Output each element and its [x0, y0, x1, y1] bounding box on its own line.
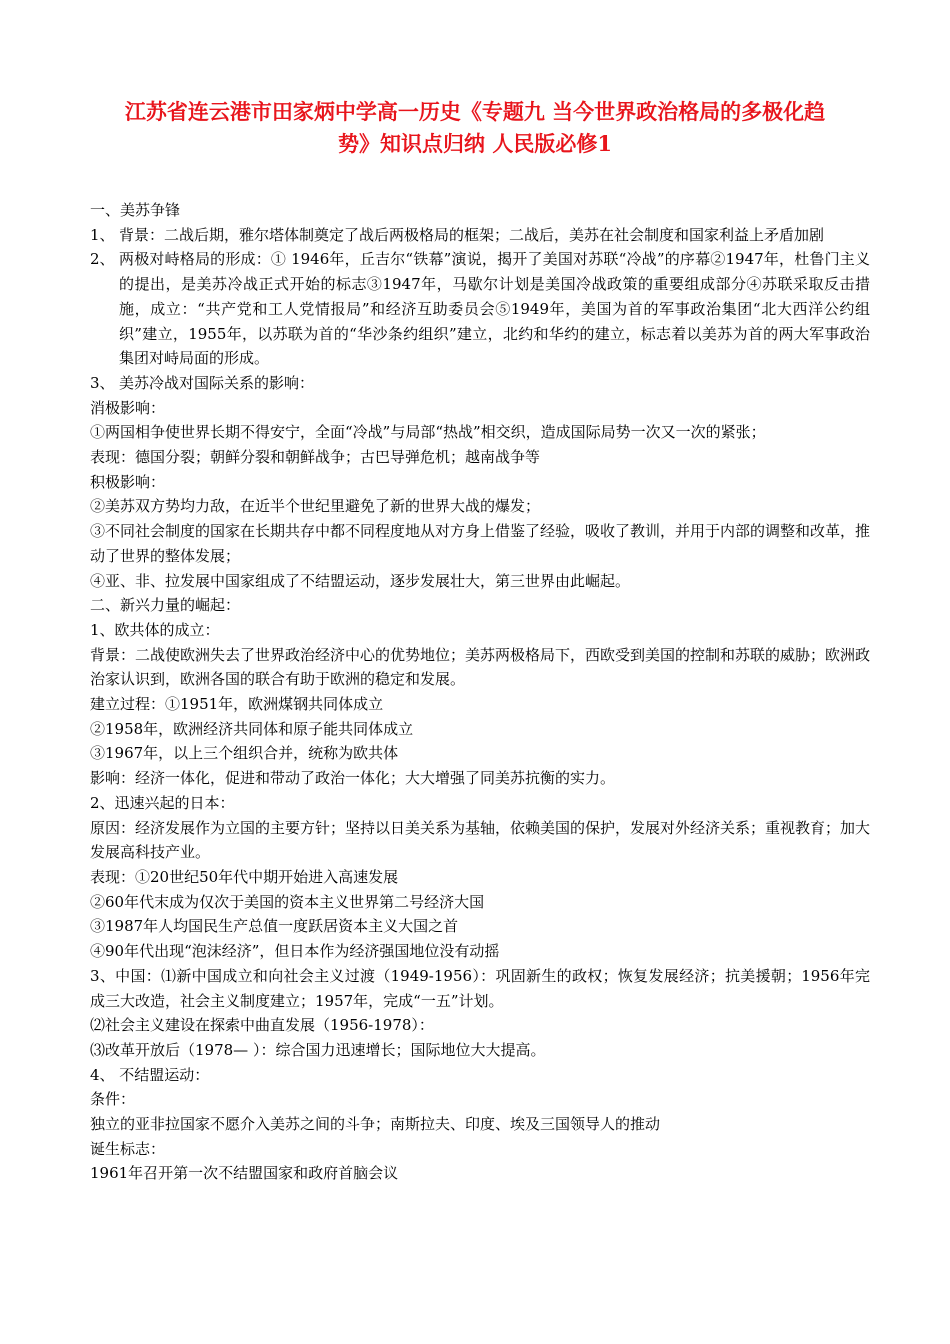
paragraph: 建立过程：①1951年，欧洲煤钢共同体成立: [90, 695, 384, 714]
paragraph: 独立的亚非拉国家不愿介入美苏之间的斗争；南斯拉夫、印度、埃及三国领导人的推动: [90, 1115, 661, 1134]
paragraph: ⑵社会主义建设在探索中曲直发展（1956-1978）：: [90, 1016, 434, 1035]
item-text: 背景：二战后期，雅尔塔体制奠定了战后两极格局的框架；二战后，美苏在社会制度和国家利益上矛盾加剧: [119, 225, 825, 244]
subheading: 诞生标志：: [90, 1139, 166, 1158]
subheading: 消极影响：: [90, 398, 166, 417]
paragraph: 3、中国：⑴新中国成立和向社会主义过渡（1949-1956）：巩固新生的政权；恢复发展经济；抗美援朝；1956年完成三大改造，社会主义制度建立；1957年，完成“一五”计划。: [90, 966, 870, 1010]
paragraph: 原因：经济发展作为立国的主要方针；坚持以日美关系为基轴，依赖美国的保护，发展对外经济关系；重视教育；加大发展高科技产业。: [90, 818, 871, 862]
paragraph: ②1958年，欧洲经济共同体和原子能共同体成立: [90, 719, 414, 738]
item-number: 2、: [90, 250, 115, 269]
numbered-item: [90, 247, 870, 371]
paragraph: 1961年召开第一次不结盟国家和政府首脑会议: [90, 1164, 399, 1183]
subheading: 积极影响：: [90, 472, 166, 491]
paragraph: 影响：经济一体化，促进和带动了政治一体化；大大增强了同美苏抗衡的实力。: [90, 769, 616, 788]
paragraph: 表现：①20世纪50年代中期开始进入高速发展: [90, 867, 399, 886]
item-text: 美苏冷战对国际关系的影响：: [119, 373, 315, 392]
subheading: 2、迅速兴起的日本：: [90, 793, 235, 812]
document-body: [90, 198, 870, 1186]
item-number: 3、: [90, 373, 115, 392]
paragraph: ③不同社会制度的国家在长期共存中都不同程度地从对方身上借鉴了经验，吸收了教训，并用于内部的调整和改革，推动了世界的整体发展；: [90, 522, 871, 565]
document-title-line-2: 势》知识点归纳 人民版必修1: [338, 131, 612, 156]
paragraph: ④亚、非、拉发展中国家组成了不结盟运动，逐步发展壮大，第三世界由此崛起。: [90, 571, 631, 590]
subheading: 1、欧共体的成立：: [90, 620, 220, 639]
paragraph: ②美苏双方势均力敌，在近半个世纪里避免了新的世界大战的爆发；: [90, 497, 541, 516]
document-title-line-1: 江苏省连云港市田家炳中学高一历史《专题九 当今世界政治格局的多极化趋: [124, 99, 826, 124]
item-number: 1、: [90, 225, 115, 244]
paragraph: 表现：德国分裂；朝鲜分裂和朝鲜战争；古巴导弹危机；越南战争等: [90, 448, 541, 467]
paragraph: ①两国相争使世界长期不得安宁，全面“冷战”与局部“热战”相交织，造成国际局势一次又一次的紧张；: [90, 423, 766, 442]
section-heading: 一、美苏争锋: [90, 201, 181, 219]
paragraph: 背景：二战使欧洲失去了世界政治经济中心的优势地位；美苏两极格局下，西欧受到美国的控制和苏联的威胁；欧洲政治家认识到，欧洲各国的联合有助于欧洲的稳定和发展。: [90, 645, 871, 689]
item-text: 两极对峙格局的形成：① 1946年，丘吉尔“铁幕”演说，揭开了美国对苏联“冷战”的序幕②1947年，杜鲁门主义的提出，是美苏冷战正式开始的标志③1947年，马歇尔计划是美国冷战政策的重要组成部分④苏联采取反击措施，成立：“共产党和工人党情报局”和经济互助委员会⑤1949年，美国为首的军事政治集团“北大西洋公约组织”建立，1955年，以苏联为首的“华沙条约组织”建立，北约和华约的建立，标志着以美苏为首的两大军事政治集团对峙局面的形成。: [119, 250, 870, 368]
section-heading: 二、新兴力量的崛起：: [90, 596, 241, 615]
paragraph: ⑶改革开放后（1978— ）：综合国力迅速增长；国际地位大大提高。: [90, 1040, 546, 1059]
paragraph: ③1967年，以上三个组织合并，统称为欧共体: [90, 744, 399, 763]
subheading: 4、 不结盟运动：: [90, 1065, 210, 1084]
paragraph: ③1987年人均国民生产总值一度跃居资本主义大国之首: [90, 917, 459, 936]
numbered-item: [90, 371, 870, 396]
paragraph: ②60年代末成为仅次于美国的资本主义世界第二号经济大国: [90, 892, 485, 911]
numbered-item: [90, 223, 870, 248]
paragraph: ④90年代出现“泡沫经济”，但日本作为经济强国地位没有动摇: [90, 942, 500, 961]
subheading: 条件：: [90, 1090, 136, 1109]
